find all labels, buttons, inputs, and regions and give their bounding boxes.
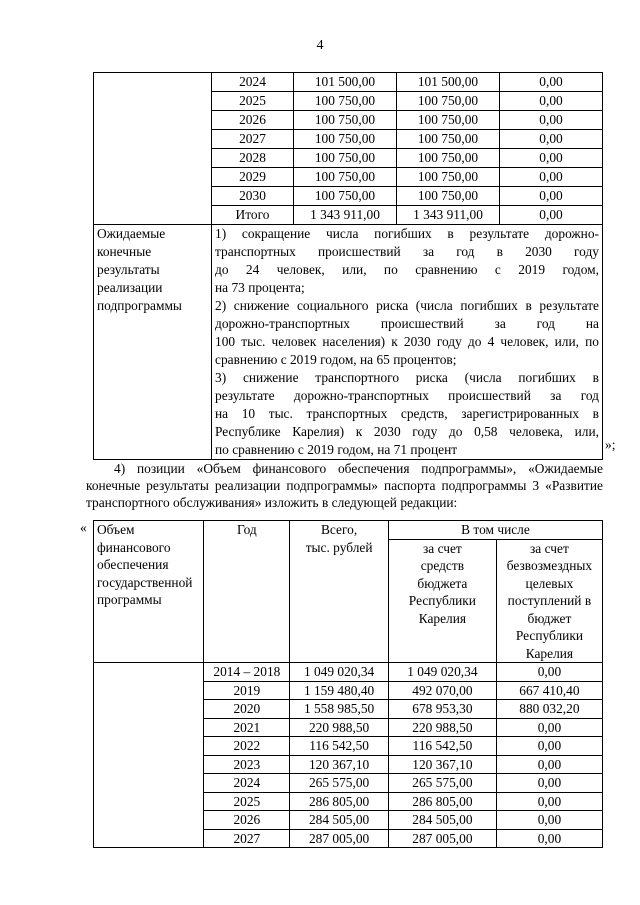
year-cell: 2027 — [204, 829, 290, 848]
grant-cell: 0,00 — [496, 755, 602, 774]
budget-cell: 678 953,30 — [388, 700, 496, 719]
total-cell: 100 750,00 — [294, 187, 397, 206]
total-cell: 220 988,50 — [290, 718, 389, 737]
total-cell: 1 558 985,50 — [290, 700, 389, 719]
year-cell: 2026 — [204, 811, 290, 830]
total-cell: 284 505,00 — [290, 811, 389, 830]
total-cell: 120 367,10 — [290, 755, 389, 774]
budget-cell: 100 750,00 — [397, 187, 500, 206]
results-line: на 10 тыс. транспортных средств, зарегистрированных в — [215, 406, 599, 421]
budget-header-line: Республики — [408, 593, 476, 608]
results-row — [94, 225, 603, 460]
grant-cell: 0,00 — [496, 663, 602, 682]
total-cell: 1 159 480,40 — [290, 681, 389, 700]
total-cell: 100 750,00 — [294, 130, 397, 149]
budget-header-line: средств — [420, 558, 465, 573]
results-line: дорожно-транспортных происшествий за год на — [215, 316, 599, 331]
year-cell: 2024 — [204, 774, 290, 793]
budget-cell: 100 750,00 — [397, 168, 500, 187]
budget-cell: 284 505,00 — [388, 811, 496, 830]
grant-cell: 0,00 — [496, 774, 602, 793]
year-header: Год — [204, 521, 290, 663]
year-cell: 2020 — [204, 700, 290, 719]
results-line: 3) снижение транспортного риска (числа погибших в — [215, 370, 599, 385]
total-cell: 1 343 911,00 — [294, 206, 397, 225]
budget-cell: 120 367,10 — [388, 755, 496, 774]
budget-cell: 287 005,00 — [388, 829, 496, 848]
grant-cell: 0,00 — [496, 737, 602, 756]
budget-cell: 220 988,50 — [388, 718, 496, 737]
grant-header-line: поступлений в — [507, 593, 592, 608]
grant-cell: 667 410,40 — [496, 681, 602, 700]
grant-cell: 0,00 — [500, 149, 603, 168]
year-cell: 2014 – 2018 — [204, 663, 290, 682]
budget-header-line: бюджета — [417, 575, 468, 591]
grant-cell: 0,00 — [496, 829, 602, 848]
grant-cell: 0,00 — [496, 811, 602, 830]
table-row — [94, 73, 603, 92]
label-line: Объем — [97, 522, 135, 537]
results-line: по сравнению с 2019 годом, на 71 процент — [215, 442, 458, 457]
total-cell: 100 750,00 — [294, 92, 397, 111]
year-cell: 2019 — [204, 681, 290, 700]
table-row — [94, 663, 603, 682]
grant-header-line: за счет — [530, 540, 569, 556]
total-cell: 116 542,50 — [290, 737, 389, 756]
grant-cell: 880 032,20 — [496, 700, 602, 719]
empty-label-cell — [94, 73, 212, 225]
total-header — [290, 521, 389, 663]
budget-cell: 101 500,00 — [397, 73, 500, 92]
total-cell: 101 500,00 — [294, 73, 397, 92]
budget-cell: 100 750,00 — [397, 149, 500, 168]
grant-cell: 0,00 — [500, 92, 603, 111]
label-line: финансового — [97, 539, 171, 555]
grant-cell: 0,00 — [500, 111, 603, 130]
year-cell: 2025 — [212, 92, 294, 111]
budget-header-line: за счет — [423, 540, 462, 556]
closing-quote: »; — [605, 437, 616, 452]
budget-cell: 1 049 020,34 — [388, 663, 496, 682]
results-label-line: реализации — [97, 280, 163, 295]
results-line: до 24 человек, или, по сравнению с 2019 годом, — [215, 262, 599, 277]
including-header: В том числе — [388, 521, 602, 540]
total-cell: 100 750,00 — [294, 111, 397, 130]
label-line: обеспечения — [97, 557, 169, 572]
results-label-line: результаты — [97, 262, 160, 277]
total-cell: 100 750,00 — [294, 168, 397, 187]
budget-cell: 100 750,00 — [397, 130, 500, 149]
results-line: Республике Карелия) к 2030 году до 0,58 человека, или, — [215, 424, 599, 439]
results-text-cell — [212, 225, 603, 460]
budget-cell: 116 542,50 — [388, 737, 496, 756]
budget-cell: 100 750,00 — [397, 111, 500, 130]
results-line: на 73 процента; — [215, 280, 305, 295]
year-cell: 2023 — [204, 755, 290, 774]
grant-header — [496, 539, 602, 663]
results-line: 100 тыс. человек населения) к 2030 году до 4 человек, или, по — [215, 334, 599, 349]
year-cell: 2025 — [204, 792, 290, 811]
grant-header-line: Республики — [515, 628, 584, 643]
grant-cell: 0,00 — [496, 792, 602, 811]
budget-cell: 286 805,00 — [388, 792, 496, 811]
year-cell: 2028 — [212, 149, 294, 168]
grant-header-line: целевых — [525, 575, 574, 591]
results-line: транспортных происшествий за год в 2030 году — [215, 244, 599, 259]
grant-cell: 0,00 — [500, 168, 603, 187]
results-line: 1) сокращение числа погибших в результате дорожно- — [215, 226, 599, 241]
budget-cell: 1 343 911,00 — [397, 206, 500, 225]
budget-cell: 492 070,00 — [388, 681, 496, 700]
year-cell: Итого — [212, 206, 294, 225]
program-funding-table — [93, 520, 603, 848]
label-line: государственной — [97, 574, 193, 590]
results-line: 2) снижение социального риска (числа погибших в результате — [215, 298, 599, 313]
funding-label-cell — [94, 521, 204, 663]
opening-quote: « — [80, 520, 87, 535]
total-cell: 1 049 020,34 — [290, 663, 389, 682]
results-line: сравнению с 2019 годом, на 65 процентов; — [215, 352, 457, 367]
year-cell: 2030 — [212, 187, 294, 206]
total-header-line: тыс. рублей — [305, 539, 373, 555]
year-cell: 2021 — [204, 718, 290, 737]
year-cell: 2027 — [212, 130, 294, 149]
budget-header — [388, 539, 496, 663]
year-cell: 2026 — [212, 111, 294, 130]
paragraph-text: 4) позиции «Объем финансового обеспечения подпрограммы», «Ожидаемые конечные результаты реализации подпрограммы» паспорта подпрограммы 3 «Развитие транспортного обслуживания» изложить в следующей редакции: — [86, 461, 603, 510]
label-line: программы — [97, 592, 162, 607]
total-cell: 100 750,00 — [294, 149, 397, 168]
grant-header-line: безвозмездных — [506, 558, 593, 573]
subprogram-funding-table — [93, 72, 603, 460]
grant-cell: 0,00 — [500, 73, 603, 92]
amendment-paragraph — [86, 460, 603, 511]
results-label-cell — [94, 225, 212, 460]
total-cell: 286 805,00 — [290, 792, 389, 811]
header-row — [94, 521, 603, 540]
results-line: результате дорожно-транспортных происшествий за год — [215, 388, 599, 403]
results-label-line: подпрограммы — [97, 298, 182, 313]
results-label-line: конечные — [97, 244, 152, 259]
grant-header-line: бюджет — [527, 610, 572, 626]
empty-label-cell — [94, 663, 204, 848]
total-header-line: Всего, — [321, 522, 358, 537]
grant-cell: 0,00 — [500, 206, 603, 225]
total-cell: 265 575,00 — [290, 774, 389, 793]
grant-cell: 0,00 — [500, 130, 603, 149]
budget-header-line: Карелия — [418, 610, 467, 626]
page-number: 4 — [316, 38, 324, 53]
total-cell: 287 005,00 — [290, 829, 389, 848]
results-label-line: Ожидаемые — [97, 226, 166, 241]
budget-cell: 100 750,00 — [397, 92, 500, 111]
grant-cell: 0,00 — [496, 718, 602, 737]
budget-cell: 265 575,00 — [388, 774, 496, 793]
year-cell: 2022 — [204, 737, 290, 756]
grant-header-line: Карелия — [525, 645, 574, 661]
year-cell: 2029 — [212, 168, 294, 187]
year-cell: 2024 — [212, 73, 294, 92]
grant-cell: 0,00 — [500, 187, 603, 206]
